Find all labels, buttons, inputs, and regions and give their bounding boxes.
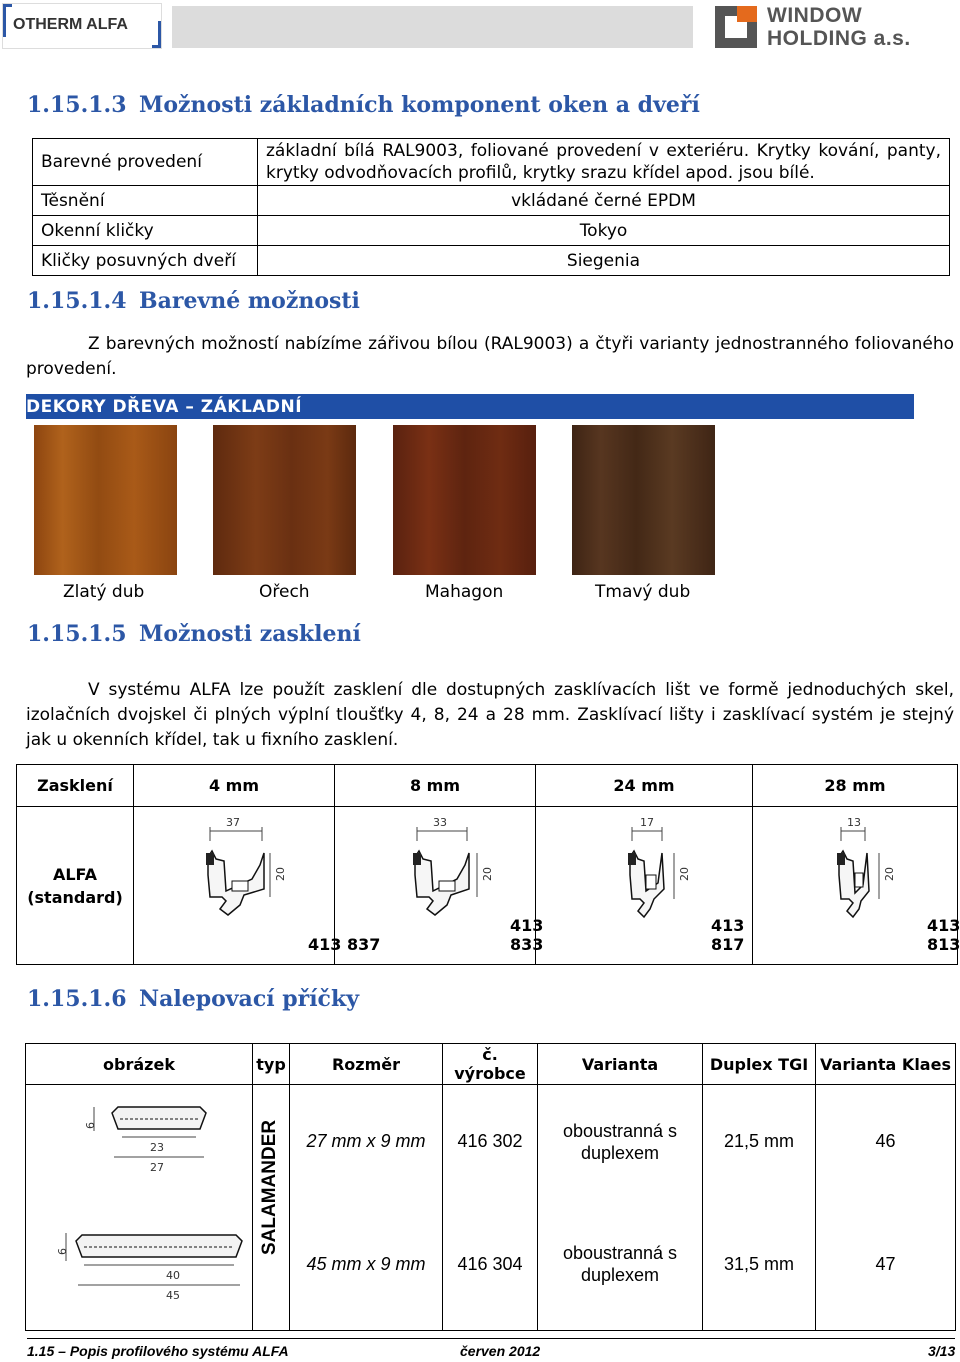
banner-text: DEKORY DŘEVA – ZÁKLADNÍ <box>26 397 303 417</box>
section-heading-glazing <box>27 621 361 647</box>
section-number: 1.15.1.3 <box>27 92 127 118</box>
row-label <box>17 807 134 965</box>
footer-title: 1.15 – Popis profilového systému ALFA <box>27 1343 289 1359</box>
size-cell: 27 mm x 9 mm <box>290 1085 443 1199</box>
left-logo-bracket <box>3 4 12 37</box>
code-cell: 416 302 <box>443 1085 538 1199</box>
table-header-row <box>26 1044 956 1085</box>
section-title: Možnosti zasklení <box>139 621 361 647</box>
profile-cell <box>536 807 753 965</box>
muntin-drawing-icon <box>54 1219 254 1309</box>
dim-height: 20 <box>883 867 896 881</box>
profile-cell <box>753 807 958 965</box>
row-label: Okenní kličky <box>33 216 258 246</box>
muntin-drawing-icon <box>82 1105 262 1185</box>
row-value: Siegenia <box>258 246 950 276</box>
row-label: Barevné provedení <box>33 139 258 186</box>
row-label: Kličky posuvných dveří <box>33 246 258 276</box>
right-logo-line2: HOLDING a.s. <box>767 27 911 50</box>
dim-width: 13 <box>847 816 861 829</box>
section-title: Barevné možnosti <box>139 288 360 314</box>
dim-height: 20 <box>274 867 287 881</box>
muntin-drawing-cell <box>26 1199 253 1331</box>
glazing-bead-drawing-icon <box>606 813 726 923</box>
section-title: Možnosti základních komponent oken a dveří <box>139 92 700 118</box>
header <box>0 0 960 60</box>
swatch-orech <box>213 425 356 575</box>
klaes-cell: 47 <box>816 1199 956 1331</box>
variant-cell: oboustranná s duplexem <box>538 1085 703 1199</box>
row-label-text: ALFA (standard) <box>27 864 123 907</box>
header-cell: obrázek <box>26 1044 253 1085</box>
row-value: základní bílá RAL9003, foliované provedení v exteriéru. Krytky kování, panty, krytky odvodňovacích profilů, krytky srazu křídel apod. jsou bílé. <box>258 139 950 186</box>
header-cell: Varianta <box>538 1044 703 1085</box>
header-cell: 24 mm <box>536 765 753 807</box>
footer-date: červen 2012 <box>460 1343 541 1359</box>
dim-height: 6 <box>84 1122 97 1129</box>
table-row <box>33 139 950 186</box>
profile-code: 413 813 <box>927 916 960 954</box>
swatch-label: Mahagon <box>425 582 504 602</box>
window-holding-logo-icon <box>713 4 761 50</box>
klaes-cell: 46 <box>816 1085 956 1199</box>
row-label: Těsnění <box>33 186 258 216</box>
header-cell: 8 mm <box>335 765 536 807</box>
profile-cell <box>335 807 544 965</box>
swatch-mahagon <box>393 425 536 575</box>
section-title: Nalepovací příčky <box>139 986 359 1012</box>
section-number: 1.15.1.4 <box>27 288 127 314</box>
profile-cell <box>134 807 381 965</box>
table-row <box>26 1199 956 1331</box>
type-label: SALAMANDER <box>259 1119 280 1255</box>
duplex-cell: 21,5 mm <box>703 1085 816 1199</box>
section-heading-muntins <box>27 986 359 1012</box>
table-row <box>33 246 950 276</box>
footer-rule <box>27 1338 955 1339</box>
header-cell: č. výrobce <box>443 1044 538 1085</box>
right-logo-line1: WINDOW <box>767 4 863 27</box>
muntins-table <box>25 1043 956 1331</box>
section-number: 1.15.1.6 <box>27 986 127 1012</box>
table-header-row <box>17 765 958 807</box>
swatch-label: Tmavý dub <box>595 582 691 602</box>
dim-height: 20 <box>481 867 494 881</box>
footer-page: 3/13 <box>928 1343 956 1359</box>
header-cell: Zasklení <box>17 765 134 807</box>
header-gray-bar <box>172 6 693 48</box>
swatch-tmavy-dub <box>572 425 715 575</box>
left-logo-bracket-right <box>152 21 161 48</box>
dim-outer: 27 <box>150 1161 164 1174</box>
section-heading-components <box>27 92 700 118</box>
glazing-paragraph: V systému ALFA lze použít zasklení dle dostupných zasklívacích lišt ve formě jednoduchých skel, izolačních dvojskel či plných výplní tloušťky 4, 8, 24 a 28 mm. Zasklívací lišty i zasklívací systém je stejný jak u okenních křídel, tak u fixního zasklení. <box>26 680 954 750</box>
swatch-label: Zlatý dub <box>63 582 145 602</box>
table-row <box>17 807 958 965</box>
components-table <box>32 138 950 276</box>
glazing-bead-drawing-icon <box>381 811 501 921</box>
variant-cell: oboustranná s duplexem <box>538 1199 703 1331</box>
header-cell: 4 mm <box>134 765 335 807</box>
section-heading-colors <box>27 288 360 314</box>
wood-decor-banner <box>26 394 914 419</box>
header-cell: typ <box>253 1044 290 1085</box>
dim-inner: 23 <box>150 1141 164 1154</box>
muntin-drawing-cell <box>26 1085 253 1199</box>
dim-width: 17 <box>640 816 654 829</box>
profile-code: 413 837 <box>308 935 381 954</box>
left-logo <box>2 3 162 49</box>
dim-width: 37 <box>226 816 240 829</box>
header-cell: 28 mm <box>753 765 958 807</box>
table-row <box>26 1085 956 1199</box>
dim-height: 20 <box>678 867 691 881</box>
section-number: 1.15.1.5 <box>27 621 127 647</box>
table-row <box>33 186 950 216</box>
right-logo <box>713 4 953 54</box>
dim-inner: 40 <box>166 1268 180 1282</box>
profile-code: 413 817 <box>711 916 745 954</box>
swatch-label: Ořech <box>259 582 310 602</box>
dim-outer: 45 <box>166 1288 180 1302</box>
left-logo-text: OTHERM ALFA <box>13 16 128 33</box>
glazing-table <box>16 764 958 965</box>
glazing-bead-drawing-icon <box>172 813 292 923</box>
header-cell: Varianta Klaes <box>816 1044 956 1085</box>
glazing-bead-drawing-icon <box>819 813 939 923</box>
size-cell: 45 mm x 9 mm <box>290 1199 443 1331</box>
colors-paragraph: Z barevných možností nabízíme zářivou bílou (RAL9003) a čtyři varianty jednostranného foliovaného provedení. <box>26 334 954 379</box>
header-cell: Rozměr <box>290 1044 443 1085</box>
swatch-zlaty-dub <box>34 425 177 575</box>
dim-width: 33 <box>433 816 447 829</box>
dim-height: 6 <box>56 1247 69 1255</box>
table-row <box>33 216 950 246</box>
duplex-cell: 31,5 mm <box>703 1199 816 1331</box>
profile-code: 413 833 <box>510 916 544 954</box>
row-value: Tokyo <box>258 216 950 246</box>
code-cell: 416 304 <box>443 1199 538 1331</box>
header-cell: Duplex TGI <box>703 1044 816 1085</box>
row-value: vkládané černé EPDM <box>258 186 950 216</box>
type-cell <box>253 1085 290 1331</box>
